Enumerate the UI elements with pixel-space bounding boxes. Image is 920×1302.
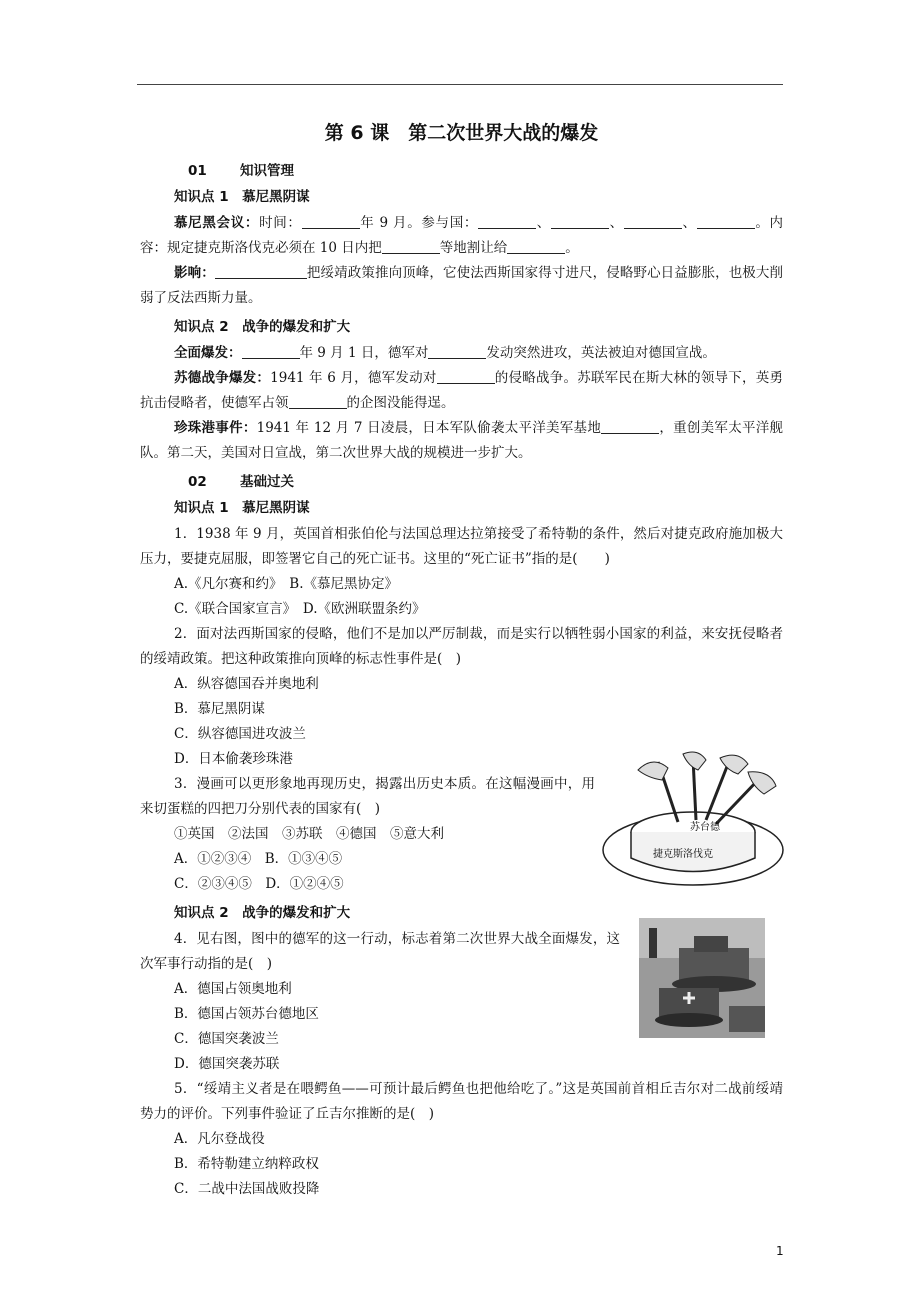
munich-text: 。内容：规定捷克斯洛伐克必须在 10 日内把	[140, 215, 784, 256]
document-body	[140, 118, 783, 1202]
blank	[697, 214, 755, 229]
question-3-options-cd: C．②③④⑤ D．①②④⑤	[174, 876, 344, 892]
question-4-option: C．德国突袭波兰	[174, 1031, 279, 1047]
pearl-head: 珍珠港事件：	[174, 420, 257, 436]
soviet-head: 苏德战争爆发：	[174, 370, 271, 386]
pearl-harbor	[140, 416, 783, 466]
knowledge-point-1: 知识点 1 慕尼黑阴谋	[174, 189, 310, 205]
blank	[382, 239, 440, 254]
impact-head: 影响：	[174, 265, 215, 281]
blank	[624, 214, 682, 229]
soviet-text: 1941 年 6 月，德军发动对	[270, 370, 437, 386]
section-basic	[188, 470, 783, 490]
munich-conference: 慕尼黑会议：时间： 年 9 月。参与国： 、 、 、 。内容：规定捷克斯洛伐克必须在 10 日内把 等地割让给 。	[140, 215, 784, 256]
soviet-text: 的侵略战争。苏联军民在斯大林的领导下，英勇抗击侵略者，使德军占领	[140, 370, 784, 411]
blank	[507, 239, 565, 254]
question-4-option: D．德国突袭苏联	[174, 1056, 280, 1072]
question-3: 3．漫画可以更形象地再现历史，揭露出历史本质。在这幅漫画中，用来切蛋糕的四把刀分别代表的国家有( )	[140, 776, 595, 817]
war-outbreak	[140, 341, 783, 366]
lesson-title: 第 6 课 第二次世界大战的爆发	[324, 122, 599, 144]
cake-cartoon-image	[598, 750, 788, 890]
question-1-options-cd: C.《联合国家宣言》 D.《欧洲联盟条约》	[174, 601, 426, 617]
impact-text: 把绥靖政策推向顶峰，它使法西斯国家得寸进尺，侵略野心日益膨胀，也极大削弱了反法西斯力量。	[140, 265, 784, 306]
blank	[601, 419, 659, 434]
question-2-option: D．日本偷袭珍珠港	[174, 751, 293, 767]
question-4: 4．见右图，图中的德军的这一行动，标志着第二次世界大战全面爆发，这次军事行动指的是( )	[140, 931, 620, 972]
munich-text: 时间：	[259, 215, 302, 231]
munich-text: 。	[565, 240, 579, 256]
header-rule	[137, 84, 783, 85]
outbreak-text: 年 9 月 1 日，德军对	[299, 345, 429, 361]
page-number: 1	[776, 1244, 784, 1258]
question-5-option: C．二战中法国战败投降	[174, 1181, 320, 1197]
soviet-german-war	[140, 366, 783, 416]
question-5-option: B．希特勒建立纳粹政权	[174, 1156, 319, 1172]
munich-impact	[140, 261, 783, 311]
blank	[302, 214, 360, 229]
blank	[428, 344, 486, 359]
knowledge-point-2: 知识点 2 战争的爆发和扩大	[174, 319, 351, 335]
question-4-option: A．德国占领奥地利	[174, 981, 292, 997]
blank	[289, 394, 347, 409]
question-2-option: A．纵容德国吞并奥地利	[174, 676, 319, 692]
blank	[215, 264, 307, 279]
question-2-option: B．慕尼黑阴谋	[174, 701, 265, 717]
section-number: 02	[188, 474, 207, 490]
question-1-options-ab: A.《凡尔赛和约》 B.《慕尼黑协定》	[174, 576, 399, 592]
question-1: 1．1938 年 9 月，英国首相张伯伦与法国总理达拉第接受了希特勒的条件，然后对捷克政府施加极大压力，要捷克屈服，即签署它自己的死亡证书。这里的“死亡证书”指的是( )	[140, 526, 783, 567]
question-3-options-ab: A．①②③④ B．①③④⑤	[174, 851, 343, 867]
question-5: 5．“绥靖主义者是在喂鳄鱼——可预计最后鳄鱼也把他给吃了。”这是英国前首相丘吉尔对二战前绥靖势力的评价。下列事件验证了丘吉尔推断的是( )	[140, 1081, 783, 1122]
munich-text: 等地割让给	[439, 240, 508, 256]
question-2-option: C．纵容德国进攻波兰	[174, 726, 306, 742]
munich-text: 年 9 月。参与国：	[359, 215, 479, 231]
question-4-option: B．德国占领苏台德地区	[174, 1006, 319, 1022]
question-3-items: ①英国 ②法国 ③苏联 ④德国 ⑤意大利	[174, 826, 444, 842]
question-2: 2．面对法西斯国家的侵略，他们不是加以严厉制裁，而是实行以牺牲弱小国家的利益，来安抚侵略者的绥靖政策。把这种政策推向顶峰的标志性事件是( )	[140, 626, 783, 667]
knowledge-point-1-exercise: 知识点 1 慕尼黑阴谋	[174, 500, 310, 516]
blank	[551, 214, 609, 229]
cartoon-label-czech: 捷克斯洛伐克	[653, 849, 713, 860]
question-5-option: A．凡尔登战役	[174, 1131, 265, 1147]
blank	[437, 369, 495, 384]
soviet-text: 的企图没能得逞。	[346, 395, 455, 411]
outbreak-text: 发动突然进攻，英法被迫对德国宣战。	[486, 345, 716, 361]
pearl-text: 1941 年 12 月 7 日凌晨，日本军队偷袭太平洋美军基地	[256, 420, 602, 436]
tank-photo-image	[639, 918, 765, 1038]
cartoon-label-sudeten: 苏台德	[690, 822, 720, 833]
section-knowledge	[188, 159, 783, 179]
munich-head: 慕尼黑会议：	[174, 215, 260, 231]
blank	[242, 344, 300, 359]
pearl-text: ，重创美军太平洋舰队。第二天，美国对日宣战，第二次世界大战的规模进一步扩大。	[140, 420, 783, 461]
section-label: 知识管理	[240, 163, 294, 179]
outbreak-head: 全面爆发：	[174, 345, 242, 361]
blank	[478, 214, 536, 229]
knowledge-point-2-exercise: 知识点 2 战争的爆发和扩大	[174, 905, 351, 921]
section-number: 01	[188, 163, 207, 179]
section-label: 基础过关	[240, 474, 294, 490]
